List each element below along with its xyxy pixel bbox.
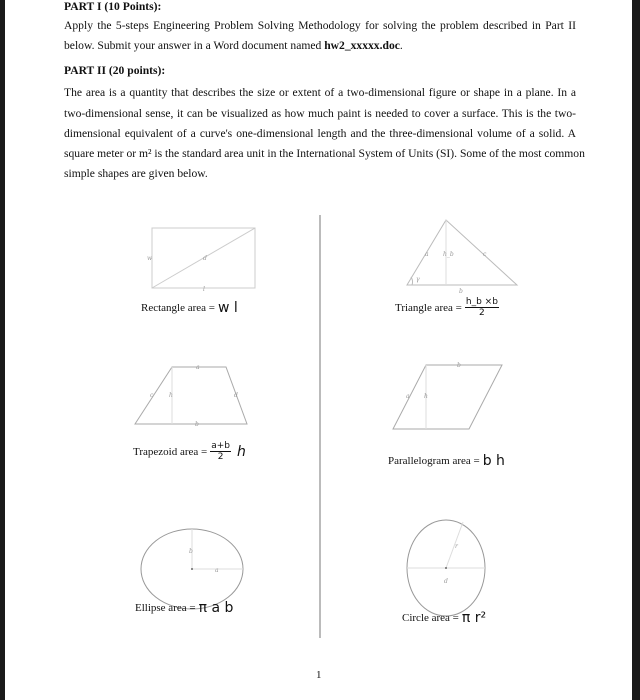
part2-line: dimensional equivalent of a curve's one-dimensional length and the three-dimensional volume of a solid. A [64,127,576,140]
part2-line: The area is a quantity that describes the size or extent of a two-dimensional figure or shape in a plane. In a [64,86,576,99]
denominator: 2 [479,308,485,318]
trap-label-a: a [196,364,200,371]
tri-label-gamma: γ [416,276,420,283]
ellipse-figure [141,529,243,609]
part2-heading: PART II (20 points): [64,64,166,77]
filename: hw2_xxxxx.doc [324,39,400,52]
circle-figure [407,520,485,616]
circle-label-d: d [444,578,448,585]
tri-label-hb: h_b [443,251,454,258]
caption-text: Rectangle area = [141,302,215,314]
text: below. Submit your answer in a Word document named [64,39,325,52]
circle-caption [402,610,486,626]
formula: b h [482,453,505,469]
ellipse-label-b: b [189,548,193,555]
formula [210,441,231,462]
trapezoid-caption [133,441,246,462]
part2-line: simple shapes are given below. [64,167,208,180]
page-number: 1 [316,669,322,681]
formula: π a b [198,600,234,616]
part2-line: two-dimensional sense, it can be visualized as how much paint is needed to cover a surface. This is the two- [64,107,576,120]
tri-label-a: a [425,251,429,258]
numerator: a+b [211,441,230,451]
denominator: 2 [217,452,224,462]
caption-text: Ellipse area = [135,602,196,614]
trap-label-b: b [195,421,199,428]
caption-text: Trapezoid area = [133,445,208,458]
rectangle-caption [141,300,238,316]
trap-label-d: d [234,392,238,399]
formula-tail: h [237,443,246,460]
caption-text: Circle area = [402,612,459,624]
rect-label-w: w [147,255,153,262]
triangle-caption [395,297,499,318]
triangle-figure [407,220,517,285]
tri-label-b: b [459,288,463,295]
para-label-b: b [457,362,461,369]
formula: w l [218,300,238,316]
para-label-h: h [424,393,428,400]
parallelogram-caption [388,453,505,469]
trap-label-h: h [169,392,173,399]
formula: π r² [461,610,487,626]
rect-label-d: d [203,255,207,262]
numerator: h_b ×b [465,297,498,307]
circle-label-r: r [455,543,458,550]
para-label-a: a [406,393,410,400]
formula [465,297,499,318]
tri-label-c: c [483,251,487,258]
caption-text: Parallelogram area = [388,455,480,467]
ellipse-label-a: a [215,567,219,574]
trap-label-c: c [150,392,154,399]
caption-text: Triangle area = [395,301,462,314]
part1-line: Apply the 5-steps Engineering Problem Solving Methodology for solving the problem described in Part II [64,19,576,32]
ellipse-caption [135,600,233,616]
rect-label-l: l [203,286,205,293]
part1-heading: PART I (10 Points): [64,0,162,13]
text: . [399,39,403,52]
part2-line: square meter or m² is the standard area unit in the International System of Units (SI). Some of the most common [64,147,585,160]
